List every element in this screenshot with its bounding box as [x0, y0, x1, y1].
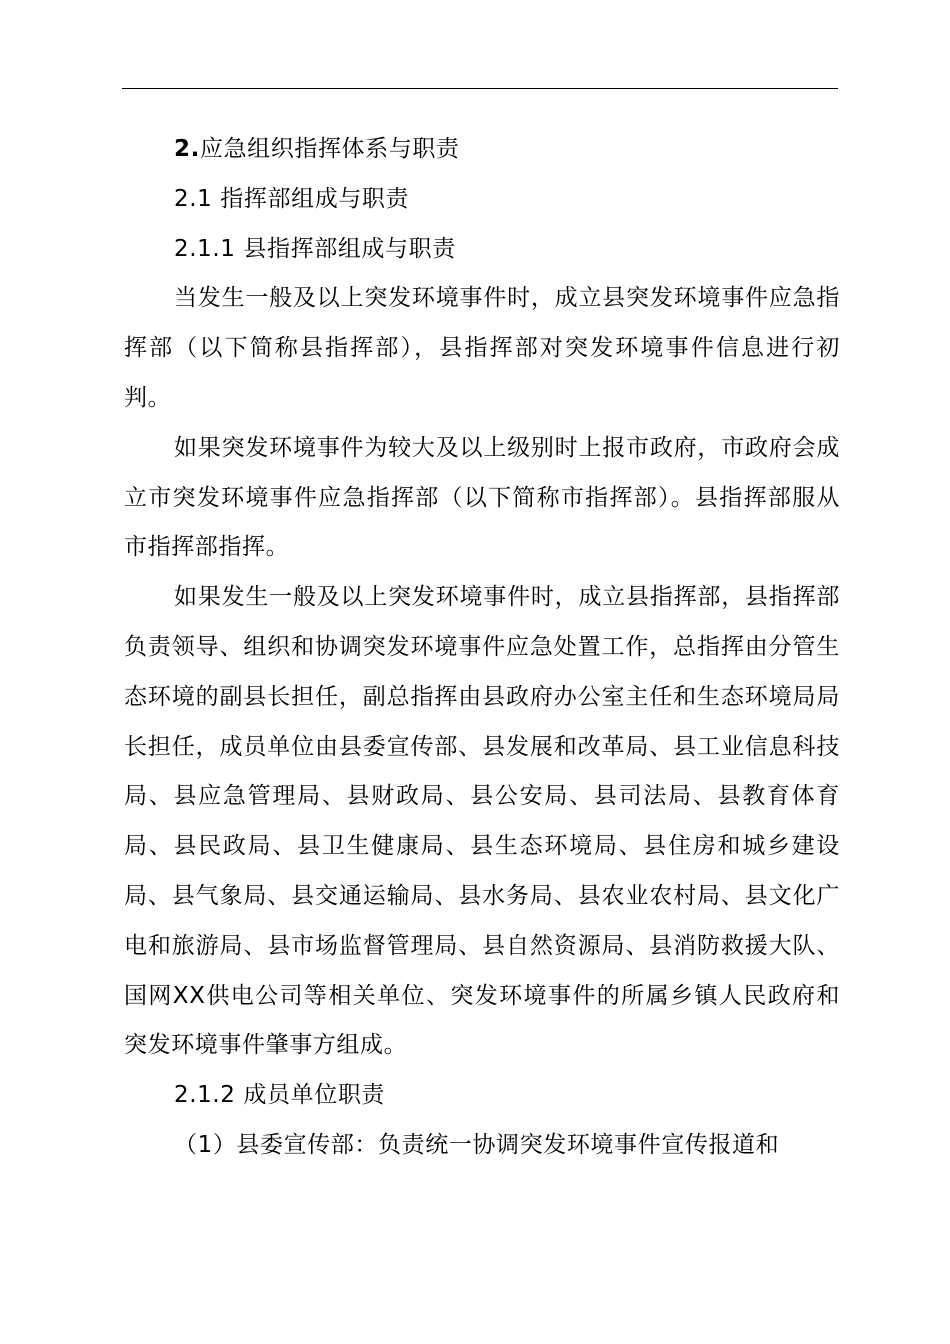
- section-heading-2-1: 2.1 指挥部组成与职责: [174, 185, 410, 212]
- section-heading-2-number: 2.: [174, 136, 200, 162]
- paragraph-4: （1）县委宣传部：负责统一协调突发环境事件宣传报道和: [174, 1131, 780, 1158]
- section-heading-2-1-1: 2.1.1 县指挥部组成与职责: [174, 235, 456, 262]
- section-heading-2-1-2: 2.1.2 成员单位职责: [174, 1082, 386, 1109]
- header-rule: [122, 88, 838, 89]
- section-heading-2: [124, 125, 840, 175]
- paragraph-3: 如果发生一般及以上突发环境事件时，成立县指挥部，县指挥部负责领导、组织和协调突发环境事件应急处置工作，总指挥由分管生态环境的副县长担任，副总指挥由县政府办公室主任和生态环境局局长担任，成员单位由县委宣传部、县发展和改革局、县工业信息科技局、县应急管理局、县财政局、县公安局、县司法局、县教育体育局、县民政局、县卫生健康局、县生态环境局、县住房和城乡建设局、县气象局、县交通运输局、县水务局、县农业农村局、县文化广电和旅游局、县市场监督管理局、县自然资源局、县消防救援大队、国网XX供电公司等相关单位、突发环境事件的所属乡镇人民政府和突发环境事件肇事方组成。: [124, 584, 840, 1059]
- paragraph-2: 如果突发环境事件为较大及以上级别时上报市政府，市政府会成立市突发环境事件应急指挥部（以下简称市指挥部）。县指挥部服从市指挥部指挥。: [124, 434, 840, 561]
- section-heading-2-text: 应急组织指挥体系与职责: [199, 136, 460, 162]
- document-body: [124, 125, 840, 1171]
- paragraph-1: 当发生一般及以上突发环境事件时，成立县突发环境事件应急指挥部（以下简称县指挥部），县指挥部对突发环境事件信息进行初判。: [124, 285, 840, 411]
